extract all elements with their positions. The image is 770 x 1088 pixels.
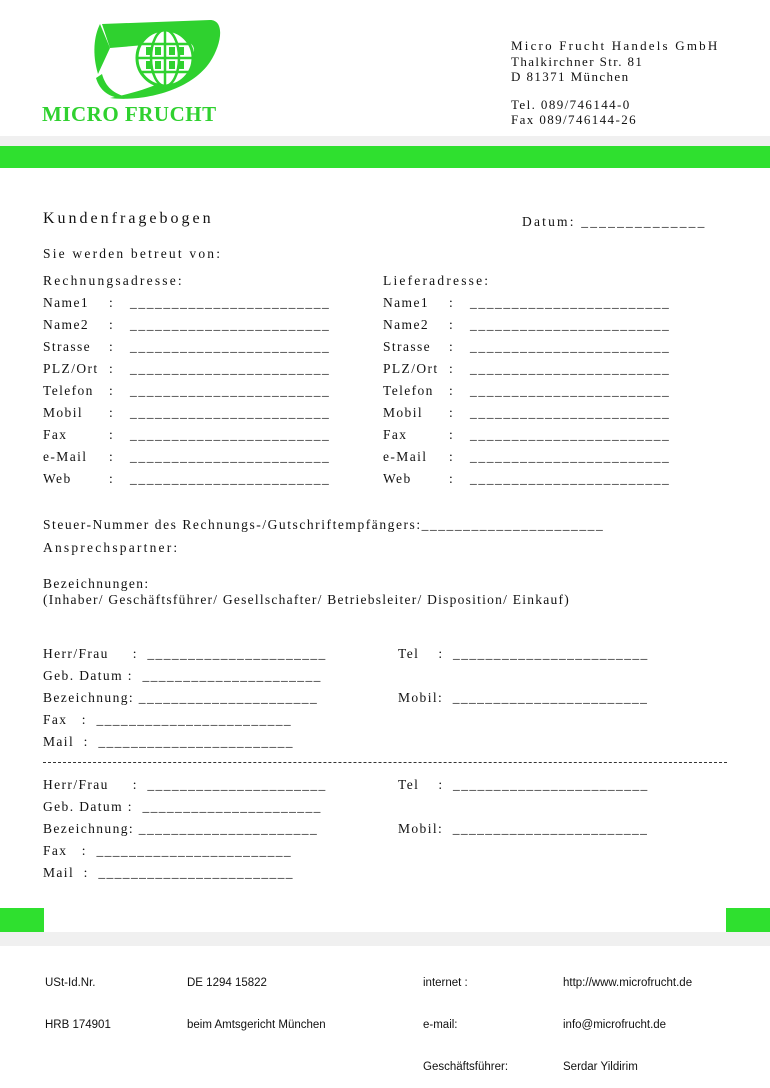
address-field-colon: : — [109, 449, 115, 464]
address-field-label: Mobil — [43, 405, 84, 420]
header-green-bar — [0, 146, 770, 168]
address-field-label: e-Mail — [383, 449, 428, 464]
designations-list: (Inhaber/ Geschäftsführer/ Gesellschafter/ Betriebsleiter/ Disposition/ Einkauf) — [43, 592, 570, 607]
footer-vat-number: DE 1294 15822 — [187, 977, 267, 989]
address-field-colon: : — [109, 471, 115, 486]
footer-internet-label: internet : — [423, 977, 468, 989]
address-field-label: PLZ/Ort — [383, 361, 439, 376]
address-field-colon: : — [109, 427, 115, 442]
address-field-label: Fax — [383, 427, 408, 442]
address-field-input[interactable]: ________________________ — [470, 361, 671, 376]
footer-col-3 — [423, 948, 508, 1088]
address-field-input[interactable]: ________________________ — [130, 427, 331, 442]
address-field-label: Name2 — [43, 317, 89, 332]
form-title: Kundenfragebogen — [43, 210, 214, 227]
address-field-colon: : — [449, 361, 455, 376]
footer-email-link[interactable]: info@microfrucht.de — [563, 1019, 667, 1031]
address-field-colon: : — [449, 383, 455, 398]
contact-geb-field[interactable]: Geb. Datum : ______________________ — [43, 668, 322, 683]
address-field-label: Telefon — [43, 383, 94, 398]
address-field-colon: : — [449, 339, 455, 354]
company-city: D 81371 München — [511, 69, 630, 84]
contact-mail-field[interactable]: Mail : ________________________ — [43, 865, 294, 880]
tax-number-field[interactable]: Steuer-Nummer des Rechnungs-/Gutschriftempfängers:______________________ — [43, 517, 605, 532]
address-field-label: Strasse — [43, 339, 92, 354]
address-field-colon: : — [109, 339, 115, 354]
address-field-input[interactable]: ________________________ — [130, 449, 331, 464]
company-tel: Tel. 089/746144-0 — [511, 97, 631, 112]
address-field-colon: : — [449, 471, 455, 486]
footer-website-link[interactable]: http://www.microfrucht.de — [563, 977, 693, 989]
contact-tel-field[interactable]: Tel : ________________________ — [398, 777, 649, 792]
address-field-input[interactable]: ________________________ — [470, 427, 671, 442]
footer-col-4 — [563, 948, 692, 1088]
address-field-label: Web — [383, 471, 412, 486]
contact-herr-field[interactable]: Herr/Frau : ______________________ — [43, 777, 327, 792]
address-field-input[interactable]: ________________________ — [130, 471, 331, 486]
company-logo — [40, 14, 265, 132]
address-field-input[interactable]: ________________________ — [470, 317, 671, 332]
address-field-colon: : — [449, 427, 455, 442]
address-field-input[interactable]: ________________________ — [130, 405, 331, 420]
contact-tel-field[interactable]: Tel : ________________________ — [398, 646, 649, 661]
address-field-label: Telefon — [383, 383, 434, 398]
separator-dashed-line — [43, 762, 727, 763]
footer-col-2 — [187, 948, 326, 1046]
delivery-address-heading: Lieferadresse: — [383, 273, 491, 288]
contact-mail-field[interactable]: Mail : ________________________ — [43, 734, 294, 749]
address-field-label: Fax — [43, 427, 68, 442]
contact-bez-field[interactable]: Bezeichnung: ______________________ — [43, 821, 319, 836]
address-field-input[interactable]: ________________________ — [470, 339, 671, 354]
address-field-colon: : — [109, 383, 115, 398]
address-field-input[interactable]: ________________________ — [130, 317, 331, 332]
designations-heading: Bezeichnungen: — [43, 576, 150, 591]
footer-vat-label: USt-Id.Nr. — [45, 977, 96, 989]
footer-gray-band — [0, 932, 770, 946]
contact-fax-field[interactable]: Fax : ________________________ — [43, 843, 293, 858]
contact-bez-field[interactable]: Bezeichnung: ______________________ — [43, 690, 319, 705]
address-field-label: Strasse — [383, 339, 432, 354]
address-field-colon: : — [109, 317, 115, 332]
contact-fax-field[interactable]: Fax : ________________________ — [43, 712, 293, 727]
address-field-colon: : — [109, 405, 115, 420]
footer-court: beim Amtsgericht München — [187, 1019, 326, 1031]
contact-person-heading: Ansprechspartner: — [43, 540, 180, 555]
address-field-label: PLZ/Ort — [43, 361, 99, 376]
address-field-label: Name2 — [383, 317, 429, 332]
footer-hrb: HRB 174901 — [45, 1019, 111, 1031]
betreut-label: Sie werden betreut von: — [43, 246, 223, 261]
address-field-input[interactable]: ________________________ — [130, 361, 331, 376]
address-field-label: Web — [43, 471, 72, 486]
company-name: Micro Frucht Handels GmbH — [511, 38, 720, 53]
footer-green-block-right — [726, 908, 770, 932]
address-field-input[interactable]: ________________________ — [130, 339, 331, 354]
logo-text: MICRO FRUCHT — [42, 102, 217, 126]
billing-address-heading: Rechnungsadresse: — [43, 273, 184, 288]
footer-ceo-name: Serdar Yildirim — [563, 1061, 638, 1073]
address-field-colon: : — [109, 295, 115, 310]
address-field-input[interactable]: ________________________ — [130, 383, 331, 398]
contact-mobil-field[interactable]: Mobil: ________________________ — [398, 690, 649, 705]
company-fax: Fax 089/746144-26 — [511, 112, 637, 127]
footer-email-label: e-mail: — [423, 1019, 458, 1031]
header-gray-band — [0, 136, 770, 146]
contact-mobil-field[interactable]: Mobil: ________________________ — [398, 821, 649, 836]
address-field-colon: : — [109, 361, 115, 376]
address-field-input[interactable]: ________________________ — [470, 383, 671, 398]
address-field-colon: : — [449, 449, 455, 464]
address-field-label: Name1 — [383, 295, 429, 310]
address-field-input[interactable]: ________________________ — [130, 295, 331, 310]
address-field-input[interactable]: ________________________ — [470, 449, 671, 464]
company-street: Thalkirchner Str. 81 — [511, 54, 644, 69]
address-field-input[interactable]: ________________________ — [470, 405, 671, 420]
datum-field[interactable]: Datum: ______________ — [522, 214, 707, 229]
address-field-colon: : — [449, 317, 455, 332]
address-field-input[interactable]: ________________________ — [470, 471, 671, 486]
address-field-label: e-Mail — [43, 449, 88, 464]
address-field-label: Name1 — [43, 295, 89, 310]
address-field-label: Mobil — [383, 405, 424, 420]
address-field-colon: : — [449, 405, 455, 420]
address-field-input[interactable]: ________________________ — [470, 295, 671, 310]
footer-green-block-left — [0, 908, 44, 932]
globe-logo-icon — [40, 14, 265, 114]
footer-ceo-label: Geschäftsführer: — [423, 1061, 509, 1073]
contact-geb-field[interactable]: Geb. Datum : ______________________ — [43, 799, 322, 814]
footer-col-1 — [45, 948, 111, 1046]
contact-herr-field[interactable]: Herr/Frau : ______________________ — [43, 646, 327, 661]
address-field-colon: : — [449, 295, 455, 310]
